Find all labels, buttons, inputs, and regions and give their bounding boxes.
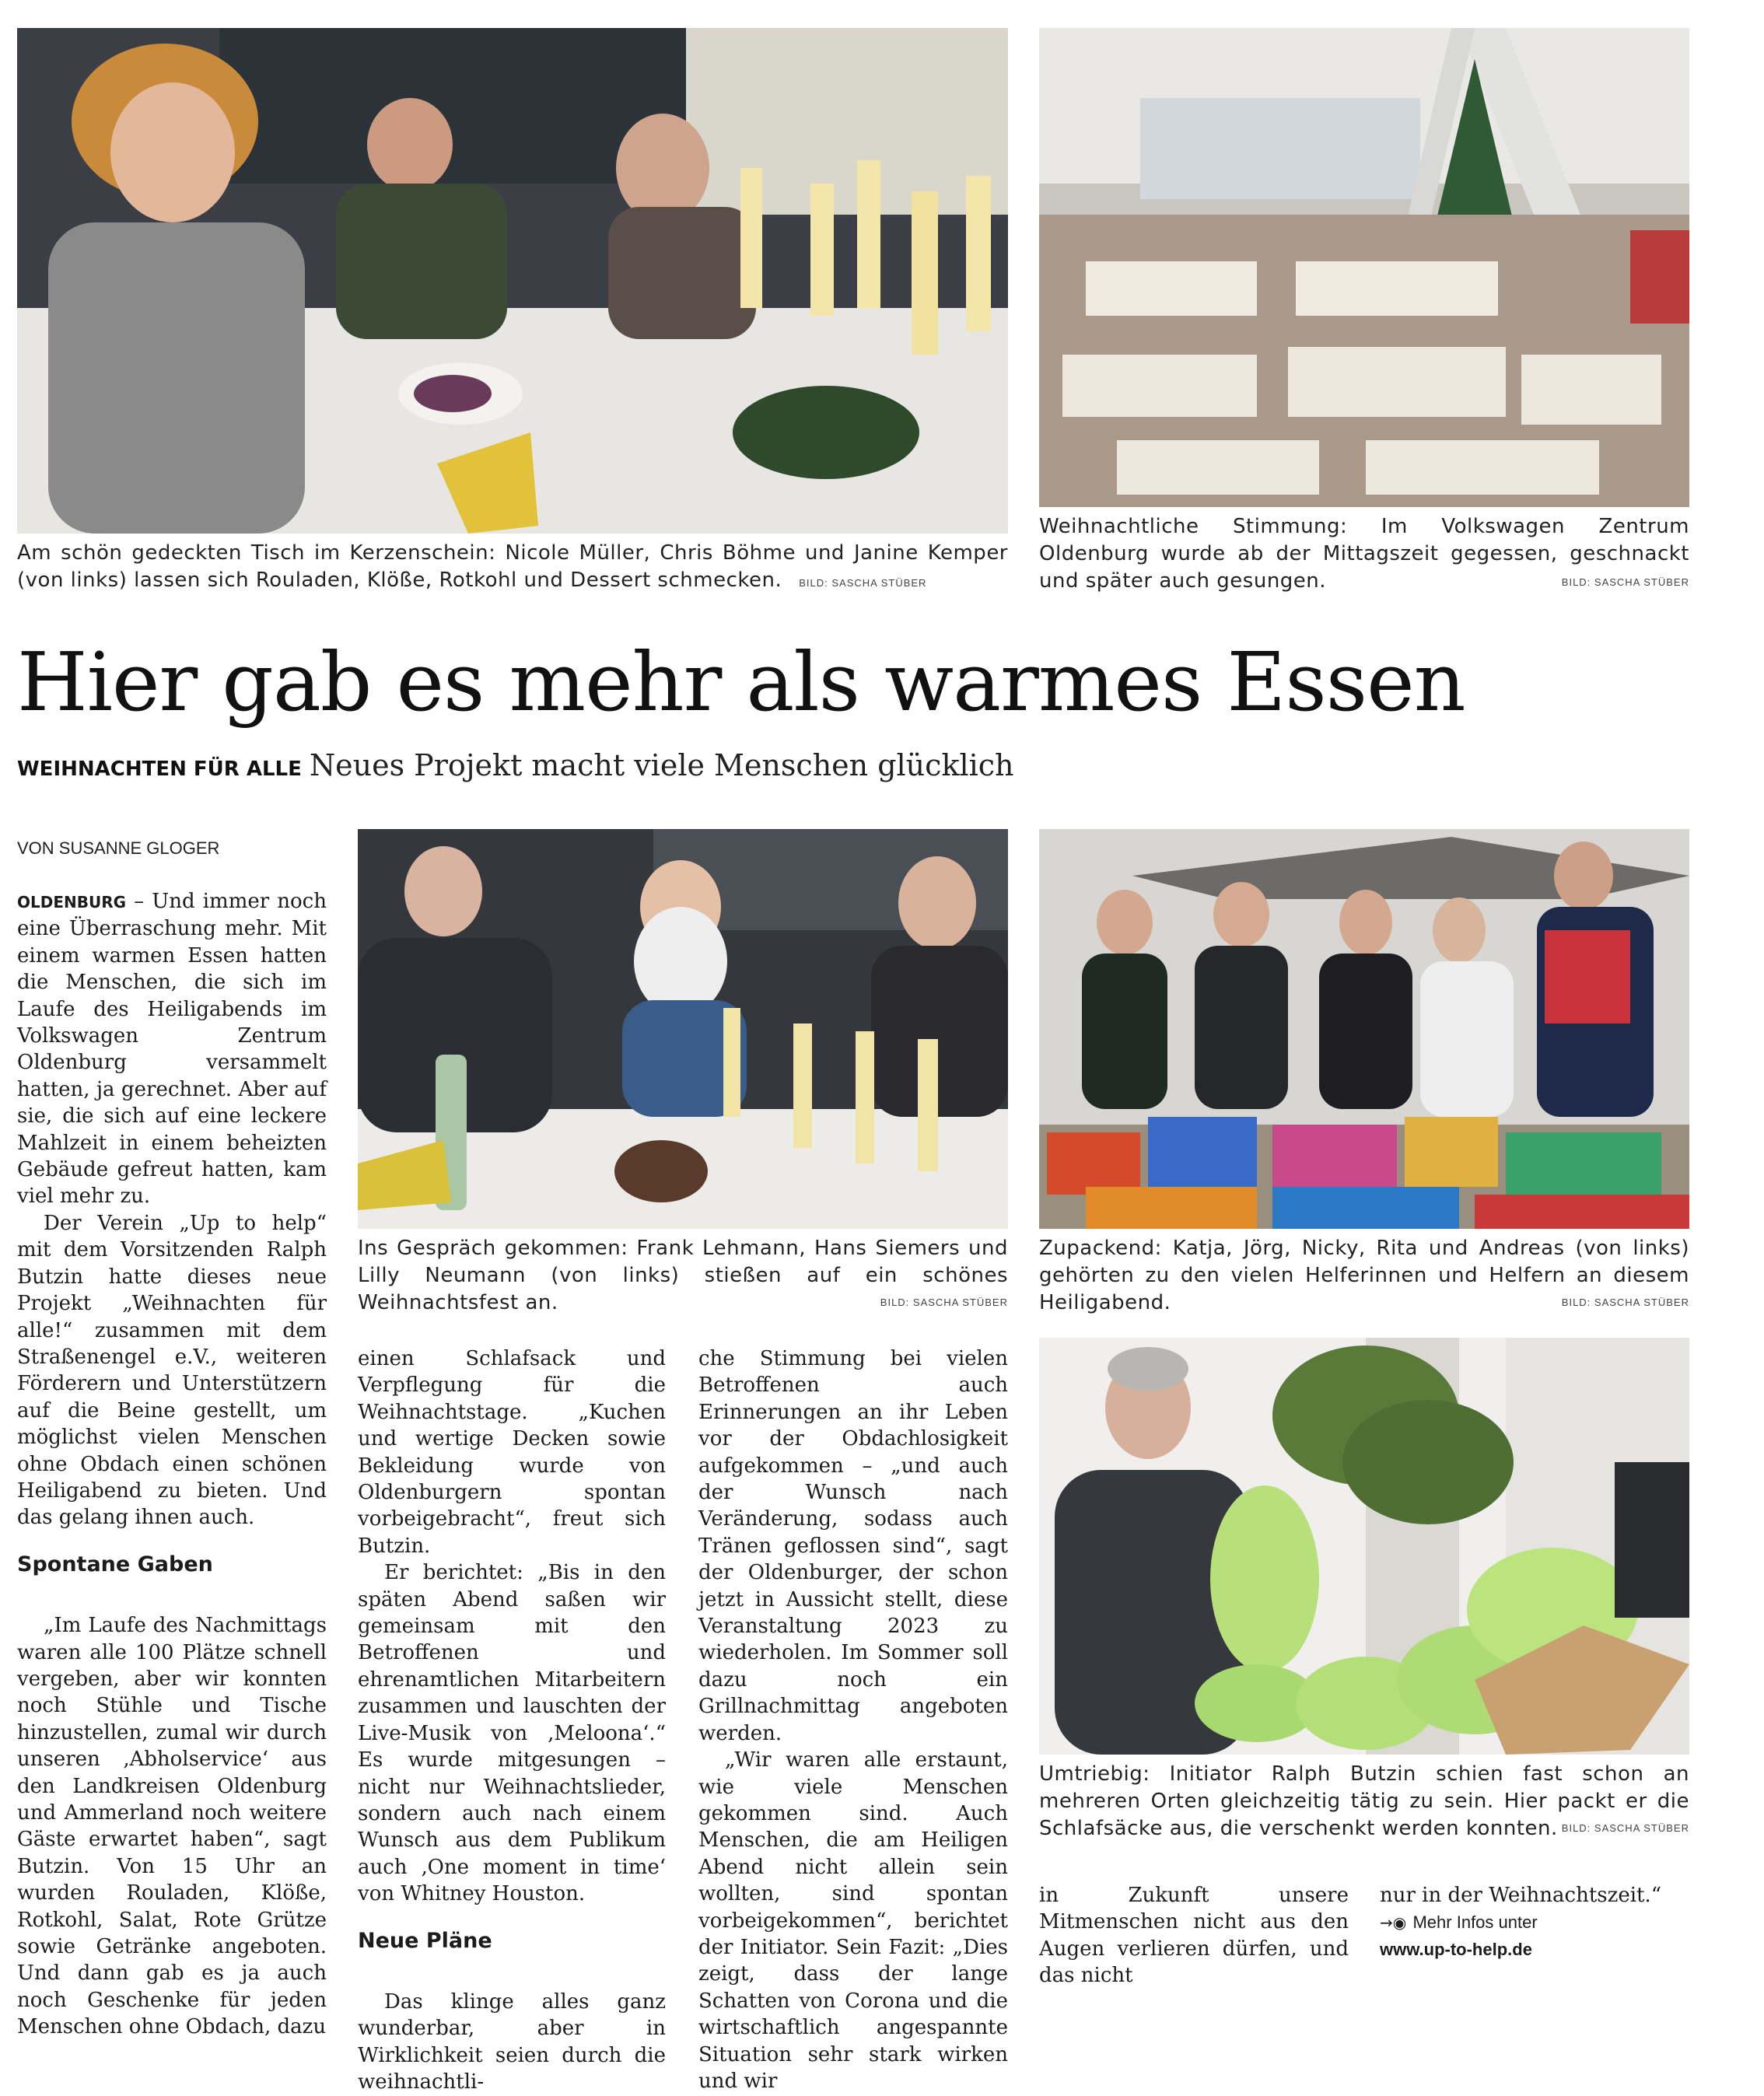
paragraph-text: – Und immer noch eine Überraschung mehr. Mit einem warmen Essen hatten die Menschen, die sich im Laufe des Heiligabends im Volkswagen Zentrum Oldenburg versammelt hatten, ja gerechnet. Aber auf sie, die sich auf eine leckere Mahlzeit in einem beheizten Gebäude gefreut hatten, kam viel mehr zu. [17,890,327,1209]
photo-table-candles-caption [17,540,1008,597]
photo-helpers-gifts-caption [1039,1235,1689,1317]
article-paragraph [17,888,327,1210]
article-paragraph: Der Verein „Up to help“ mit dem Vorsitzenden Ralph Butzin hatte dieses neue Projekt „Weihnachten für alle!“ zusammen mit dem Straßenengel e.V., weiteren Förderern und Unterstützern auf die Beine gestellt, um möglichst vielen Menschen ohne Obdach einen schönen Heiligabend zu bieten. Und das gelang ihnen auch. [17,1211,327,1530]
photo-credit: BILD: SASCHA STÜBER [799,577,927,589]
article-column-2 [358,1345,666,2094]
photo-helpers-gifts [1039,829,1689,1229]
article-byline: VON SUSANNE GLOGER [17,838,220,858]
photo-toast [358,829,1008,1229]
article-paragraph: einen Schlafsack und Verpflegung für die Weihnachtstage. „Kuchen und wertige Decken sowie Bekleidung wurde von Oldenburgern spontan vorbeigebracht“, freut sich Butzin. [358,1347,666,1558]
caption-text: Zupackend: Katja, Jörg, Nicky, Rita und Andreas (von links) gehörten zu den vielen Helferinnen und Helfern an diesem Heiligabend. [1039,1237,1689,1314]
photo-credit: BILD: SASCHA STÜBER [1561,1822,1689,1834]
article-paragraph: che Stimmung bei vielen Betroffenen auch Erinnerungen an ihr Leben vor der Obdachlosigkeit aufgekommen – „und auch der Wunsch nach Veränderung, sodass auch Tränen geflossen sind“, sagt der Oldenburger, der schon jetzt in Aussicht stellt, diese Veranstaltung 2023 zu wiederholen. Im Sommer soll dazu noch ein Grillnachmittag angeboten werden. [698,1347,1008,1745]
article-paragraph: „Im Laufe des Nachmittags waren alle 100 Plätze schnell vergeben, aber wir konnten noch Stühle und Tische hinzustellen, zumal wir durch unseren ‚Abholservice‘ aus den Landkreisen Oldenburg und Ammerland noch weitere Gäste erwartet haben“, sagt Butzin. Von 15 Uhr an wurden Rouladen, Klöße, Rotkohl, Salat, Rote Grütze sowie Getränke angeboten. Und dann gab es ja auch noch Geschenke für jeden Menschen ohne Obdach, dazu [17,1614,327,2039]
article-kicker: WEIHNACHTEN FÜR ALLE [17,758,302,781]
arrow-icon: →◉ [1380,1913,1407,1933]
article-subheadline: Neues Projekt macht viele Menschen glücklich [309,748,1014,782]
article-paragraph: Das klinge alles ganz wunderbar, aber in Wirklichkeit seien durch die weihnachtli- [358,1989,666,2094]
photo-table-candles [17,28,1008,534]
article-column-5 [1380,1882,1689,1991]
more-info-label: Mehr Infos unter [1412,1912,1538,1933]
caption-text: Ins Gespräch gekommen: Frank Lehmann, Hans Siemers und Lilly Neumann (von links) stießen auf ein schönes Weihnachtsfest an. [358,1237,1008,1314]
article-subheading: Spontane Gaben [17,1552,213,1576]
article-paragraph: nur in der Weihnachtszeit.“ [1380,1884,1662,1907]
more-info-url[interactable]: www.up-to-help.de [1380,1940,1532,1960]
article-column-4 [1039,1882,1349,1991]
article-paragraph: Er berichtet: „Bis in den späten Abend saßen wir gemeinsam mit den Betroffenen und ehrenamtlichen Mitarbeitern zusammen und lauschten der Live-Musik von ‚Meloona‘.“ Es wurde mitgesungen – nicht nur Weihnachtslieder, sondern auch nach einem Wunsch aus dem Publikum auch ‚One moment in time‘ von Whitney Houston. [358,1561,666,1906]
photo-toast-caption [358,1235,1008,1317]
article-paragraph: in Zukunft unsere Mitmenschen nicht aus den Augen verlieren dürfen, und das nicht [1039,1884,1349,1988]
photo-sleeping-bags [1039,1338,1689,1755]
article-kicker-line [17,748,1014,782]
article-column-1 [17,888,327,2039]
photo-credit: BILD: SASCHA STÜBER [880,1296,1008,1308]
photo-hall-overview [1039,28,1689,507]
photo-credit: BILD: SASCHA STÜBER [1561,1296,1689,1308]
caption-text: Weihnachtliche Stimmung: Im Volkswagen Zentrum Oldenburg wurde ab der Mittagszeit gegessen, geschnackt und später auch gesungen. [1039,515,1689,593]
caption-text: Umtriebig: Initiator Ralph Butzin schien fast schon an mehreren Orten gleichzeitig tätig zu sein. Hier packt er die Schlafsäcke aus, die verschenkt werden konnten. [1039,1762,1689,1840]
article-column-3 [698,1345,1008,2093]
article-dateline: OLDENBURG [17,893,127,912]
more-info [1380,1909,1689,1936]
more-info-link[interactable] [1380,1936,1689,1963]
photo-hall-overview-caption [1039,513,1689,597]
photo-sleeping-bags-caption [1039,1761,1689,1843]
article-subheading: Neue Pläne [358,1928,492,1953]
article-headline: Hier gab es mehr als warmes Essen [17,635,1465,730]
caption-text: Am schön gedeckten Tisch im Kerzenschein: Nicole Müller, Chris Böhme und Janine Kemper (von links) lassen sich Rouladen, Klöße, Rotkohl und Dessert schmecken. [17,541,1008,592]
article-paragraph: „Wir waren alle erstaunt, wie viele Menschen gekommen sind. Auch Menschen, die am Heiligen Abend nicht allein sein wollten, sind spontan vorbeigekommen“, berichtet der Initiator. Sein Fazit: „Dies zeigt, dass der lange Schatten von Corona und die wirtschaftlich angespannte Situation sehr stark wirken und wir [698,1748,1008,2093]
photo-credit: BILD: SASCHA STÜBER [1561,576,1689,588]
